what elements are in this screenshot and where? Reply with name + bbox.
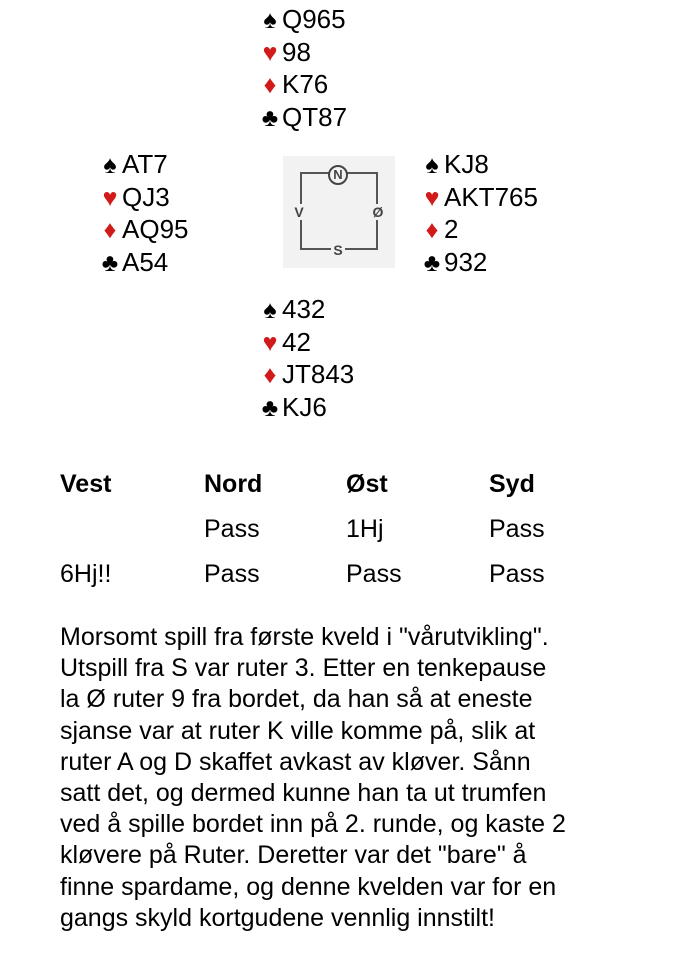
- bid-cell: Pass: [489, 515, 545, 543]
- suit-cards: AQ95: [122, 214, 189, 244]
- suit-line-diamond: [258, 68, 347, 101]
- suit-cards: QJ3: [122, 181, 170, 212]
- bid-cell: Pass: [489, 560, 545, 588]
- hand-west: [98, 148, 189, 278]
- suit-line-club: [258, 391, 354, 424]
- spade-icon: ♠: [263, 6, 277, 34]
- diamond-icon: ♦: [263, 361, 277, 389]
- deal-commentary: [60, 622, 630, 934]
- spade-icon: ♠: [425, 151, 439, 179]
- suit-cards: 932: [444, 246, 488, 277]
- suit-line-club: [420, 246, 538, 279]
- commentary-line: satt det, og dermed kunne han ta ut trumfen: [60, 779, 547, 808]
- bid-cell: Pass: [204, 515, 260, 543]
- suit-cards: AT7: [122, 149, 168, 179]
- commentary-line: finne spardame, og denne kvelden var for en: [60, 872, 557, 901]
- suit-cards: JT843: [282, 359, 355, 389]
- suit-cards: K76: [282, 69, 329, 99]
- diamond-icon: ♦: [103, 216, 117, 244]
- bid-cell: Pass: [204, 560, 260, 588]
- suit-line-spade: [420, 148, 538, 181]
- heart-icon: ♥: [424, 183, 440, 212]
- commentary-line: Morsomt spill fra første kveld i "vårutvikling".: [60, 623, 549, 651]
- suit-cards: AKT765: [444, 181, 538, 212]
- bid-cell: Pass: [346, 560, 402, 588]
- heart-icon: ♥: [262, 328, 278, 357]
- club-icon: ♣: [261, 393, 279, 422]
- suit-line-club: [258, 101, 347, 134]
- commentary-line: la Ø ruter 9 fra bordet, da han så at eneste: [60, 685, 533, 714]
- suit-cards: Q965: [282, 4, 346, 34]
- bidding-header-west: Vest: [60, 470, 112, 498]
- bidding-header-east: Øst: [346, 470, 388, 498]
- suit-line-diamond: [420, 213, 538, 246]
- compass-west-label: V: [292, 204, 306, 220]
- suit-line-diamond: [258, 358, 354, 391]
- suit-line-spade: [258, 3, 347, 36]
- spade-icon: ♠: [103, 151, 117, 179]
- suit-line-heart: [258, 326, 354, 359]
- suit-cards: QT87: [282, 101, 348, 132]
- heart-icon: ♥: [102, 183, 118, 212]
- club-icon: ♣: [261, 103, 279, 132]
- commentary-line: gangs skyld kortgudene vennlig innstilt!: [60, 903, 495, 932]
- bid-cell: 1Hj: [346, 515, 384, 543]
- commentary-line: kløvere på Ruter. Deretter var det "bare" å: [60, 841, 527, 870]
- hand-north: [258, 3, 347, 133]
- compass-south-label: S: [331, 242, 345, 258]
- suit-cards: KJ8: [444, 149, 489, 179]
- spade-icon: ♠: [263, 296, 277, 324]
- hand-south: [258, 293, 354, 423]
- commentary-line: sjanse var at ruter K ville komme på, slik at: [60, 716, 536, 745]
- hand-east: [420, 148, 538, 278]
- table-compass: [283, 156, 395, 268]
- diamond-icon: ♦: [263, 71, 277, 99]
- suit-line-heart: [98, 181, 189, 214]
- suit-line-club: [98, 246, 189, 279]
- compass-north-label: N: [328, 165, 348, 185]
- suit-line-spade: [98, 148, 189, 181]
- commentary-line: Utspill fra S var ruter 3. Etter en tenkepause: [60, 654, 547, 683]
- heart-icon: ♥: [262, 38, 278, 67]
- bidding-header-south: Syd: [489, 470, 535, 498]
- suit-cards: 42: [282, 326, 311, 357]
- club-icon: ♣: [101, 248, 119, 277]
- commentary-line: ved å spille bordet inn på 2. runde, og kaste 2: [60, 810, 566, 839]
- suit-line-diamond: [98, 213, 189, 246]
- suit-line-spade: [258, 293, 354, 326]
- diamond-icon: ♦: [425, 216, 439, 244]
- compass-east-label: Ø: [372, 204, 384, 220]
- bid-cell: 6Hj!!: [60, 560, 112, 588]
- commentary-line: ruter A og D skaffet avkast av kløver. Sånn: [60, 747, 531, 776]
- suit-cards: 2: [444, 214, 459, 244]
- bidding-header-north: Nord: [204, 470, 263, 498]
- suit-line-heart: [258, 36, 347, 69]
- suit-cards: 432: [282, 294, 326, 324]
- club-icon: ♣: [423, 248, 441, 277]
- suit-cards: KJ6: [282, 391, 327, 422]
- suit-cards: 98: [282, 36, 311, 67]
- suit-line-heart: [420, 181, 538, 214]
- suit-cards: A54: [122, 246, 169, 277]
